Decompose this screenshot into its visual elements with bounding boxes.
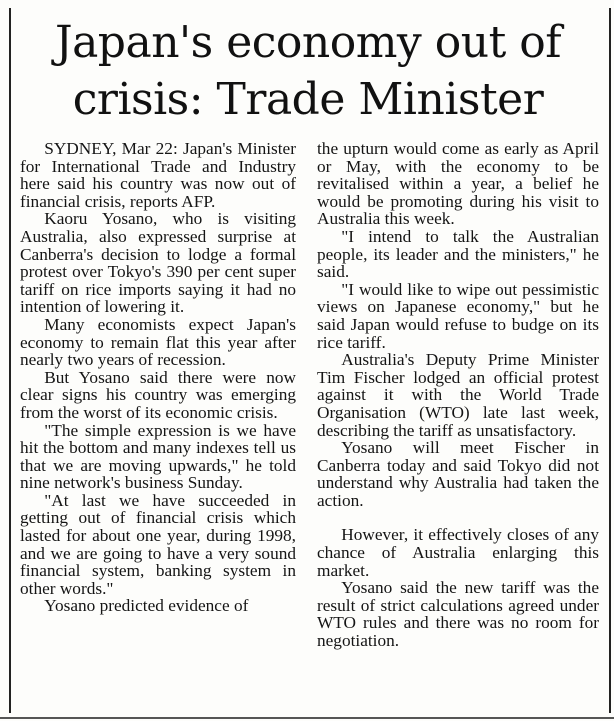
dateline: SYDNEY, Mar 22:: [44, 139, 178, 158]
paragraph: Many economists expect Japan's economy to remain flat this year after nearly two years of recession.: [20, 314, 296, 370]
paragraph: However, it effectively closes of any chance of Australia enlarging this market.: [317, 525, 599, 580]
paragraph: "At last we have succeeded in getting out of financial crisis which lasted for about one year, during 1998, and we are going to have a very sound financial system, banking system in other words.": [20, 490, 296, 598]
right-column-rule: [609, 8, 611, 713]
paragraph: Yosano will meet Fischer in Canberra today and said Tokyo did not understand why Australia had taken the action.: [317, 438, 599, 510]
left-column-rule: [9, 8, 11, 713]
paragraph: "I intend to talk the Australian people, its leader and the ministers," he said.: [317, 226, 599, 282]
paragraph: Yosano predicted evidence of: [44, 596, 249, 616]
paragraph: the upturn would come as early as April or May, with the economy to be revitalised within a year, a belief he would be promoting during his visit to Australia this week.: [317, 139, 599, 229]
headline-line-2: crisis: Trade Minister: [72, 74, 544, 125]
right-column: [317, 140, 599, 650]
headline: [14, 14, 602, 128]
paragraph: Kaoru Yosano, who is visiting Australia, also expressed surprise at Canberra's decision to lodge a formal protest over Tokyo's 390 per cent super tariff on rice imports saying it had no intention of lowering it.: [20, 209, 296, 317]
paragraph: "The simple expression is we have hit the bottom and many indexes tell us that we are moving upwards," he told nine network's business Sunday.: [20, 420, 296, 493]
paragraph: "I would like to wipe out pessimistic views on Japanese economy," but he said Japan would refuse to budge on its rice tariff.: [317, 279, 599, 352]
paragraph: Australia's Deputy Prime Minister Tim Fischer lodged an official protest against it with the World Trade Organisation (WTO) late last week, describing the tariff as unsatisfactory.: [317, 350, 599, 440]
bottom-rule: [0, 717, 614, 719]
paragraph: [20, 140, 296, 210]
paragraph-text: Japan's Minister for International Trade and Industry here said his country was now out of financial crisis, reports AFP.: [20, 139, 296, 211]
paragraph: But Yosano said there were now clear signs his country was emerging from the worst of its economic crisis.: [20, 367, 296, 422]
headline-line-1: Japan's economy out of: [54, 17, 562, 68]
left-column: [20, 140, 296, 615]
paragraph: Yosano said the new tariff was the result of strict calculations agreed under WTO rules and there was no room for negotiation.: [317, 578, 599, 651]
